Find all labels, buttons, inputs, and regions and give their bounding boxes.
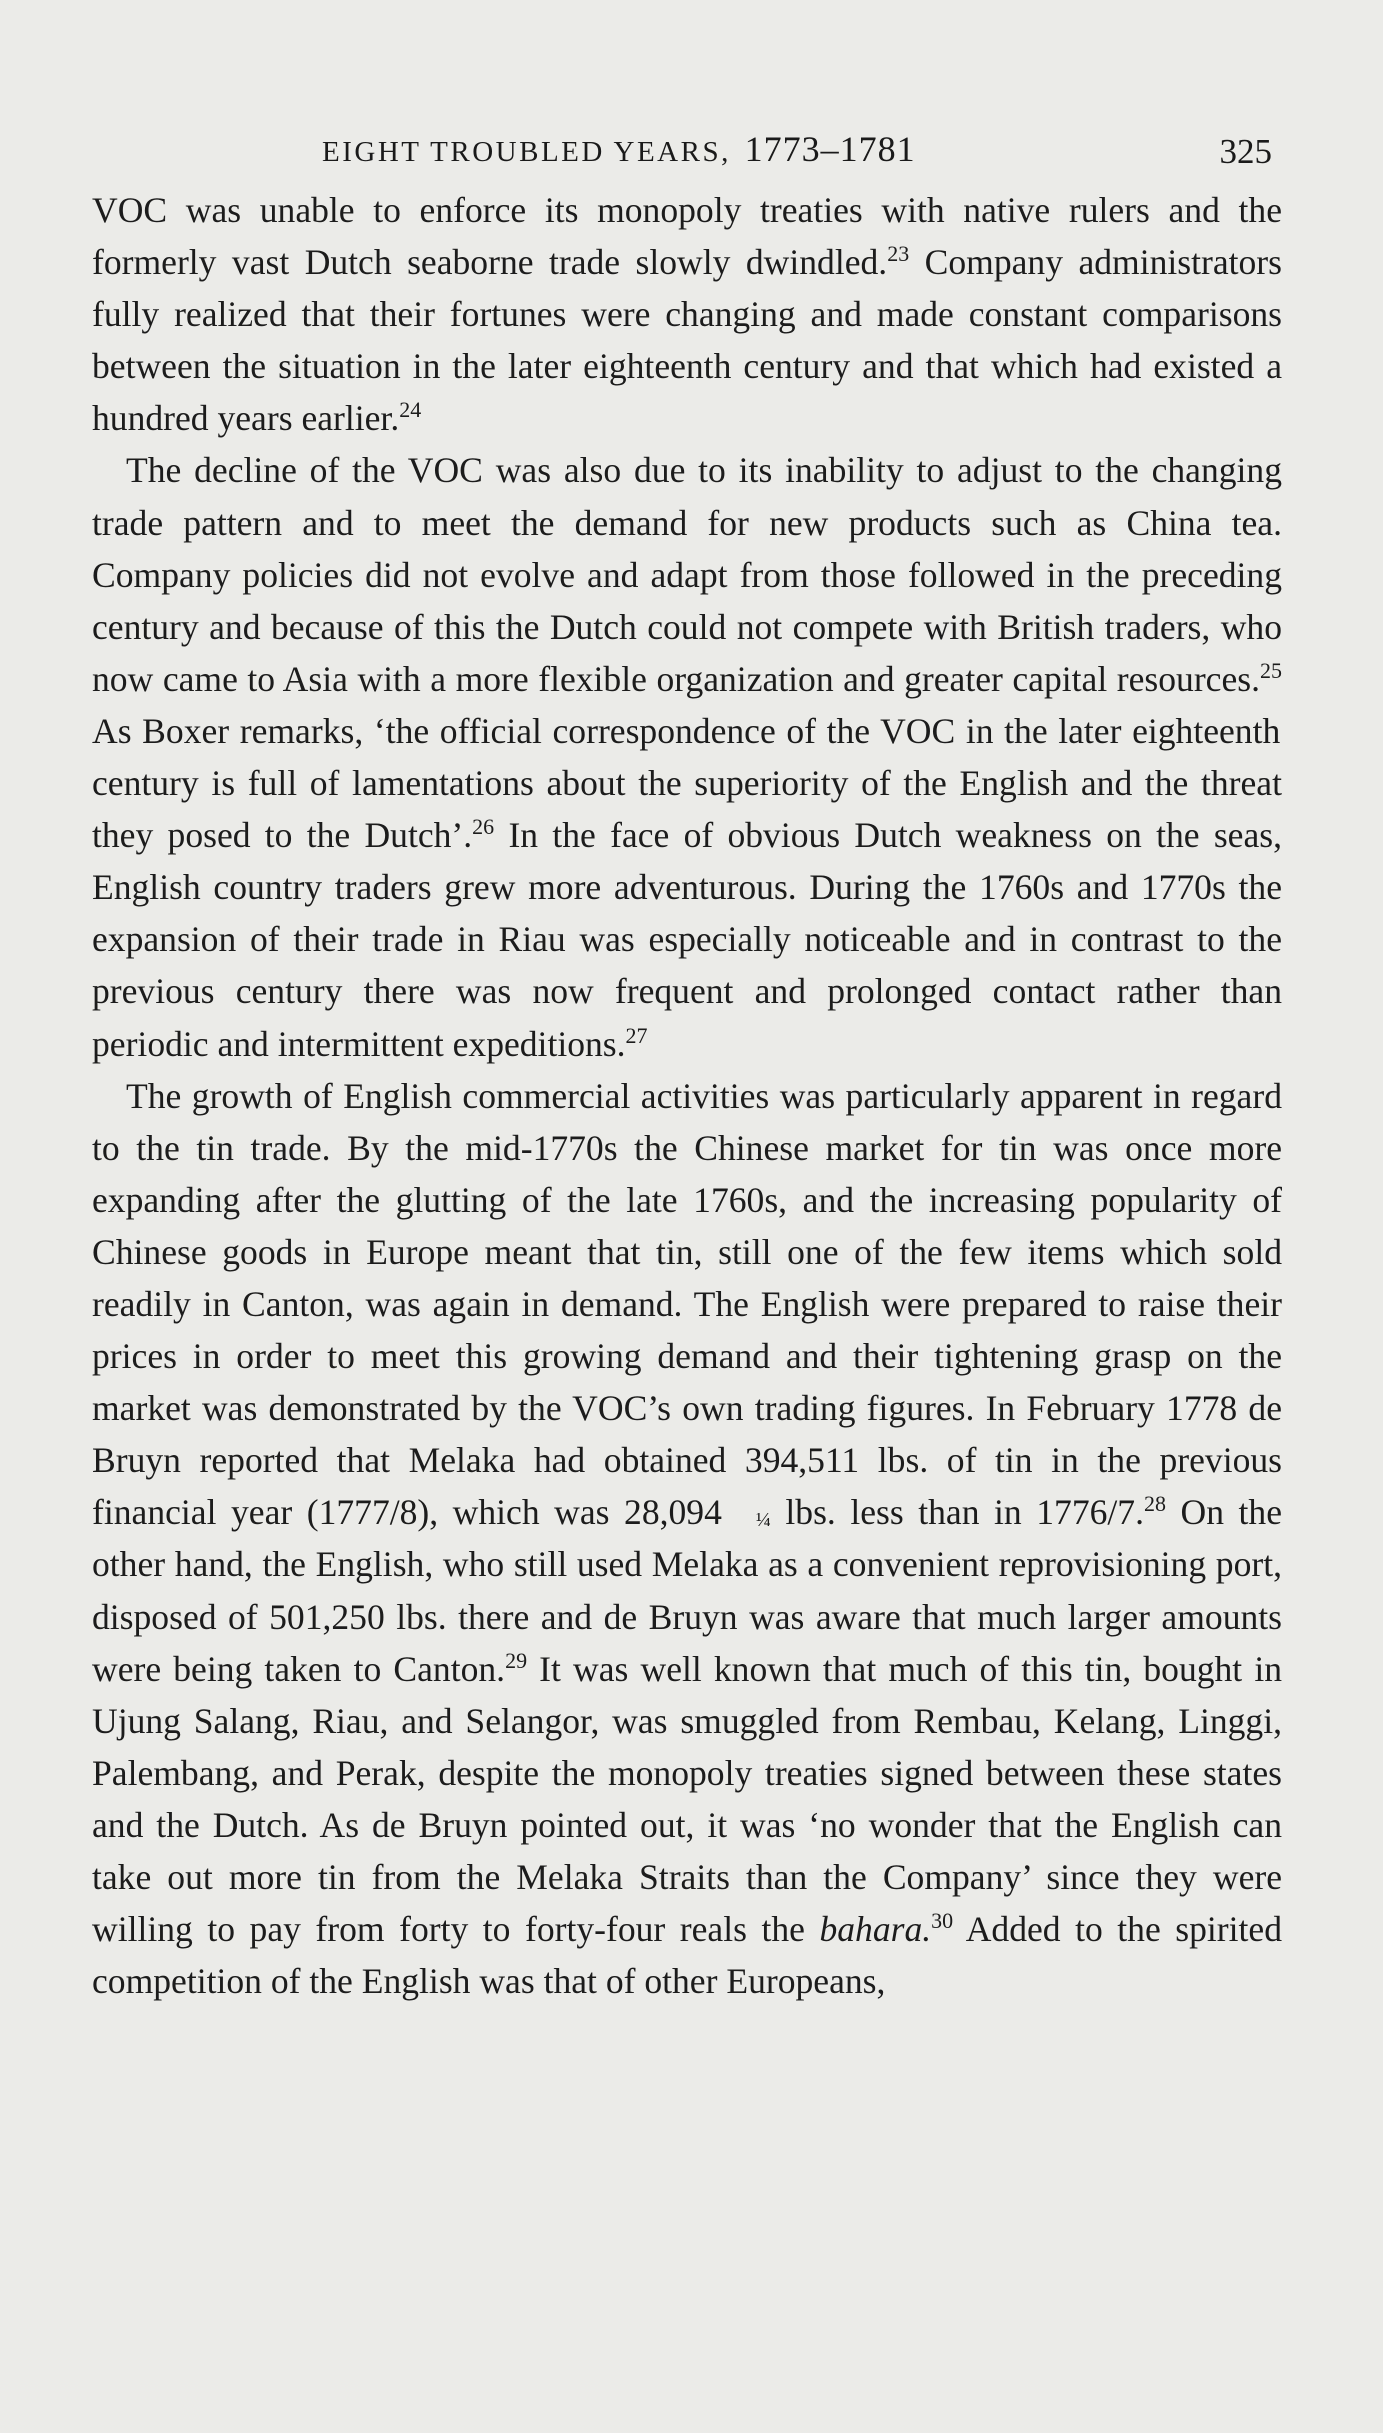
text-run: Added to the spirited competition of the English was that of other Europeans, xyxy=(92,1909,1282,2002)
paragraph-3 xyxy=(92,1070,1282,2008)
text-run: The growth of English commercial activities was particularly apparent in regard to the tin trade. By the mid-1770s the Chinese market for tin was once more expanding after the glutting of the late 1760s, and the increasing popularity of Chinese goods in Europe meant that tin, still one of the few items which sold readily in Canton, was again in demand. The English were prepared to raise their prices in order to meet this growing demand and their tightening grasp on the market was demonstrated by the VOC’s own trading figures. In February 1778 de Bruyn reported that Melaka had obtained 394,511 lbs. of tin in the previous financial year (1777/8), which was 28,094 xyxy=(92,1075,1282,1533)
fraction: ¼ xyxy=(755,1509,771,1532)
page-number: 325 xyxy=(1219,132,1272,171)
paragraph-1 xyxy=(92,184,1282,444)
footnote-ref: 23 xyxy=(887,241,910,267)
text-run: VOC was unable to enforce its monopoly treaties with native rulers and the formerly vast Dutch seaborne trade slowly dwindled. xyxy=(92,190,1282,283)
paragraph-2 xyxy=(92,444,1282,1069)
text-run: In the face of obvious Dutch weakness on the seas, English country traders grew more adventurous. During the 1760s and 1770s the expansion of their trade in Riau was especially noticeable and in contrast to the previous century there was now frequent and prolonged contact rather than periodic and intermittent expeditions. xyxy=(92,815,1282,1064)
text-run: lbs. less than in 1776/7. xyxy=(770,1492,1144,1533)
text-run: As Boxer remarks, ‘the official correspondence of the VOC in the later eighteenth century is full of lamentations about the superiority of the English and the threat they posed to the Dutch’. xyxy=(92,710,1282,856)
text-run: It was well known that much of this tin, bought in Ujung Salang, Riau, and Selangor, was smuggled from Rembau, Kelang, Linggi, Palembang, and Perak, despite the monopoly treaties signed between these states and the Dutch. As de Bruyn pointed out, it was ‘no wonder that the English can take out more tin from the Melaka Straits than the Company’ since they were willing to pay from forty to forty-four reals the xyxy=(92,1648,1282,1950)
running-head xyxy=(322,128,916,170)
text-run: Company administrators fully realized that their fortunes were changing and made constant comparisons between the situation in the later eighteenth century and that which had existed a hundred years earlier. xyxy=(92,242,1282,439)
footnote-ref: 24 xyxy=(399,397,422,423)
body-text xyxy=(92,184,1282,2007)
footnote-ref: 30 xyxy=(931,1908,954,1934)
footnote-ref: 25 xyxy=(1260,657,1282,683)
footnote-ref: 29 xyxy=(505,1647,528,1673)
page-header xyxy=(92,128,1282,188)
running-head-years: 1773–1781 xyxy=(744,129,916,169)
running-head-title: EIGHT TROUBLED YEARS, xyxy=(322,136,731,168)
footnote-ref: 26 xyxy=(472,814,495,840)
text-run: The decline of the VOC was also due to its inability to adjust to the changing trade pattern and to meet the demand for new products such as China tea. Company policies did not evolve and adapt from those followed in the preceding century and because of this the Dutch could not compete with British traders, who now came to Asia with a more flexible organization and greater capital resources. xyxy=(92,450,1282,699)
footnote-ref: 28 xyxy=(1143,1491,1166,1517)
footnote-ref: 27 xyxy=(625,1022,648,1048)
text-run: On the other hand, the English, who still used Melaka as a convenient reprovisioning port, disposed of 501,250 lbs. there and de Bruyn was aware that much larger amounts were being taken to Canton. xyxy=(92,1492,1282,1689)
italic-term: bahara. xyxy=(819,1909,932,1950)
